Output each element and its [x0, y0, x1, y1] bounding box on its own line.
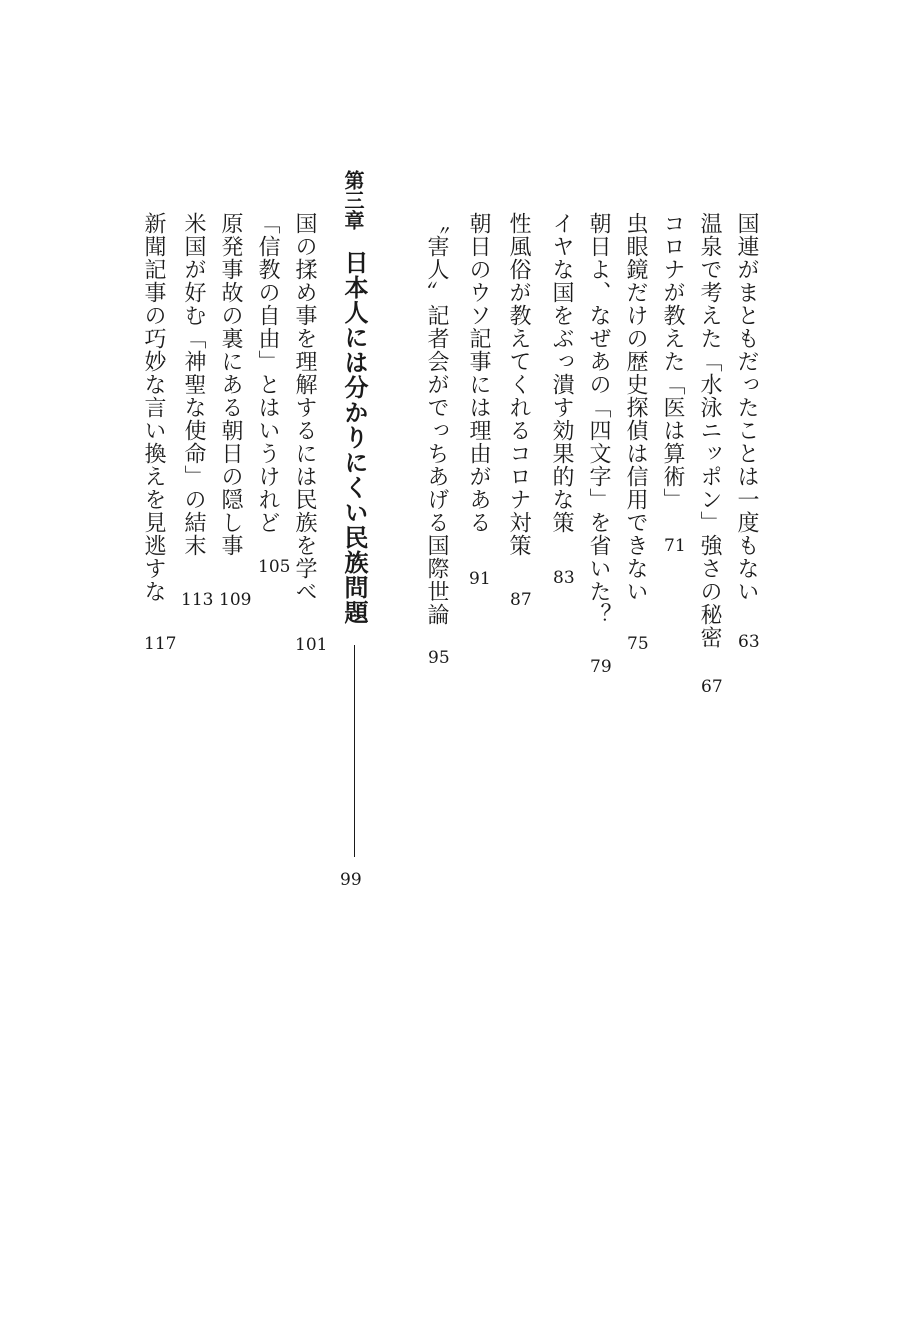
toc-entry-page: 75 [627, 634, 649, 654]
toc-entry-title: 朝日よ、なぜあの「四文字」を省いた？ [586, 212, 611, 626]
toc-entry-page: 83 [553, 568, 575, 588]
toc-entry-title: コロナが教えた「医は算術」 [660, 212, 685, 511]
toc-entry-title: 「信教の自由」とはいうけれど [255, 212, 280, 534]
toc-entry-title: 国連がまともだったことは一度もない [734, 212, 759, 603]
toc-entry-page: 117 [144, 634, 177, 654]
toc-entry-page: 67 [701, 677, 723, 697]
chapter-leader-line [354, 645, 355, 857]
toc-entry-title: 〝害人〟記者会がでっちあげる国際世論 [424, 212, 449, 626]
toc-entry-title: 原発事故の裏にある朝日の隠し事 [218, 212, 243, 557]
toc-entry-page: 63 [738, 632, 760, 652]
chapter-page: 99 [340, 870, 362, 890]
toc-entry-page: 109 [219, 590, 252, 610]
toc-entry-title: 虫眼鏡だけの歴史探偵は信用できない [623, 212, 648, 603]
toc-entry-page: 87 [510, 590, 532, 610]
chapter-label: 第三章 [341, 170, 365, 230]
toc-entry-title: 国の揉め事を理解するには民族を学べ [292, 212, 317, 603]
toc-entry-page: 95 [428, 648, 450, 668]
chapter-title: 日本人には分かりにくい民族問題 [340, 250, 369, 625]
toc-entry-page: 91 [469, 569, 491, 589]
toc-entry-title: 米国が好む「神聖な使命」の結末 [181, 212, 206, 557]
toc-entry-page: 105 [258, 557, 291, 577]
toc-entry-title: 性風俗が教えてくれるコロナ対策 [506, 212, 531, 557]
toc-entry-title: 新聞記事の巧妙な言い換えを見逃すな [141, 212, 166, 603]
toc-entry-page: 71 [664, 536, 686, 556]
toc-entry-title: 温泉で考えた「水泳ニッポン」強さの秘密 [697, 212, 722, 649]
toc-entry-title: イヤな国をぶっ潰す効果的な策 [549, 212, 574, 534]
toc-entry-page: 79 [590, 657, 612, 677]
toc-entry-title: 朝日のウソ記事には理由がある [466, 212, 491, 534]
toc-entry-page: 101 [295, 635, 328, 655]
toc-entry-page: 113 [181, 590, 214, 610]
